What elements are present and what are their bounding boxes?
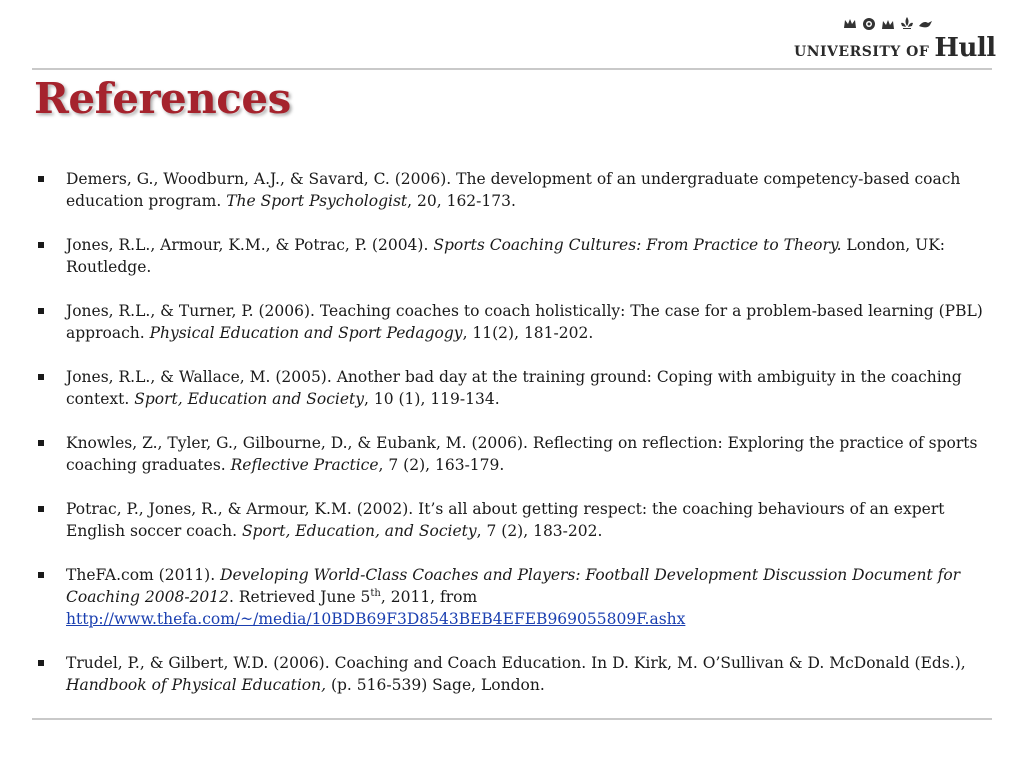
reference-source-title: Sports Coaching Cultures: From Practice to Theory. xyxy=(433,236,842,254)
reference-item xyxy=(34,234,994,278)
reference-text: Jones, R.L., & Wallace, M. (2005). Another bad day at the training ground: Coping with ambiguity in the coaching context. xyxy=(66,368,962,408)
fleur-de-lis-icon xyxy=(899,16,915,32)
reference-details-continued: , 2011, from xyxy=(380,588,478,606)
university-logo xyxy=(794,16,996,63)
reference-details: . Retrieved June 5 xyxy=(229,588,371,606)
top-divider xyxy=(32,68,992,70)
reference-details: , 7 (2), 163-179. xyxy=(378,456,505,474)
bullet-icon xyxy=(38,242,44,248)
reference-text: Demers, G., Woodburn, A.J., & Savard, C. (2006). The development of an undergraduate competency-based coach education program. xyxy=(66,170,961,210)
bullet-icon xyxy=(38,440,44,446)
bullet-icon xyxy=(38,176,44,182)
crown-icon xyxy=(842,16,858,32)
reference-details: , 11(2), 181-202. xyxy=(462,324,594,342)
reference-item xyxy=(34,564,994,630)
reference-details: , 7 (2), 183-202. xyxy=(476,522,603,540)
reference-source-title: The Sport Psychologist xyxy=(226,192,408,210)
bullet-icon xyxy=(38,660,44,666)
reference-text: Knowles, Z., Tyler, G., Gilbourne, D., & Eubank, M. (2006). Reflecting on reflection: Exploring the practice of sports coaching graduates. xyxy=(66,434,978,474)
reference-item xyxy=(34,432,994,476)
bullet-icon xyxy=(38,374,44,380)
crown-icon xyxy=(880,16,896,32)
reference-source-title: Reflective Practice xyxy=(230,456,379,474)
bullet-icon xyxy=(38,572,44,578)
crest-icons xyxy=(794,16,994,34)
rose-icon xyxy=(861,16,877,32)
bottom-divider xyxy=(32,718,992,720)
reference-item xyxy=(34,498,994,542)
bullet-icon xyxy=(38,308,44,314)
reference-source-title: Handbook of Physical Education, xyxy=(66,676,327,694)
reference-link[interactable]: http://www.thefa.com/~/media/10BDB69F3D8543BEB4EFEB969055809F.ashx xyxy=(66,610,686,628)
slide-title: References xyxy=(34,74,291,123)
reference-text: Potrac, P., Jones, R., & Armour, K.M. (2002). It’s all about getting respect: the coaching behaviours of an expert English soccer coach. xyxy=(66,500,945,540)
reference-text: TheFA.com (2011). xyxy=(66,566,221,584)
reference-text: Trudel, P., & Gilbert, W.D. (2006). Coaching and Coach Education. In D. Kirk, M. O’Sullivan & D. McDonald (Eds.), xyxy=(66,654,966,672)
reference-list xyxy=(34,168,994,696)
bullet-icon xyxy=(38,506,44,512)
reference-text: Jones, R.L., Armour, K.M., & Potrac, P. (2004). xyxy=(66,236,434,254)
reference-source-title: Developing World-Class Coaches and Players: Football Development Discussion Document for Coaching 2008-2012 xyxy=(66,566,961,606)
logo-text-big: Hull xyxy=(934,33,996,63)
reference-source-title: Physical Education and Sport Pedagogy xyxy=(149,324,463,342)
reference-item xyxy=(34,366,994,410)
reference-details: , 10 (1), 119-134. xyxy=(364,390,500,408)
reference-source-title: Sport, Education, and Society xyxy=(241,522,477,540)
reference-item xyxy=(34,168,994,212)
reference-details: , 20, 162-173. xyxy=(407,192,516,210)
logo-text-small: UNIVERSITY OF xyxy=(794,44,930,60)
bird-icon xyxy=(918,16,934,32)
reference-item xyxy=(34,300,994,344)
reference-text: Jones, R.L., & Turner, P. (2006). Teaching coaches to coach holistically: The case for a problem-based learning (PBL) approach. xyxy=(66,302,983,342)
reference-details: (p. 516-539) Sage, London. xyxy=(326,676,545,694)
reference-item xyxy=(34,652,994,696)
reference-source-title: Sport, Education and Society xyxy=(134,390,364,408)
reference-details: London, UK: Routledge. xyxy=(66,236,945,276)
ordinal-suffix: th xyxy=(370,587,381,599)
